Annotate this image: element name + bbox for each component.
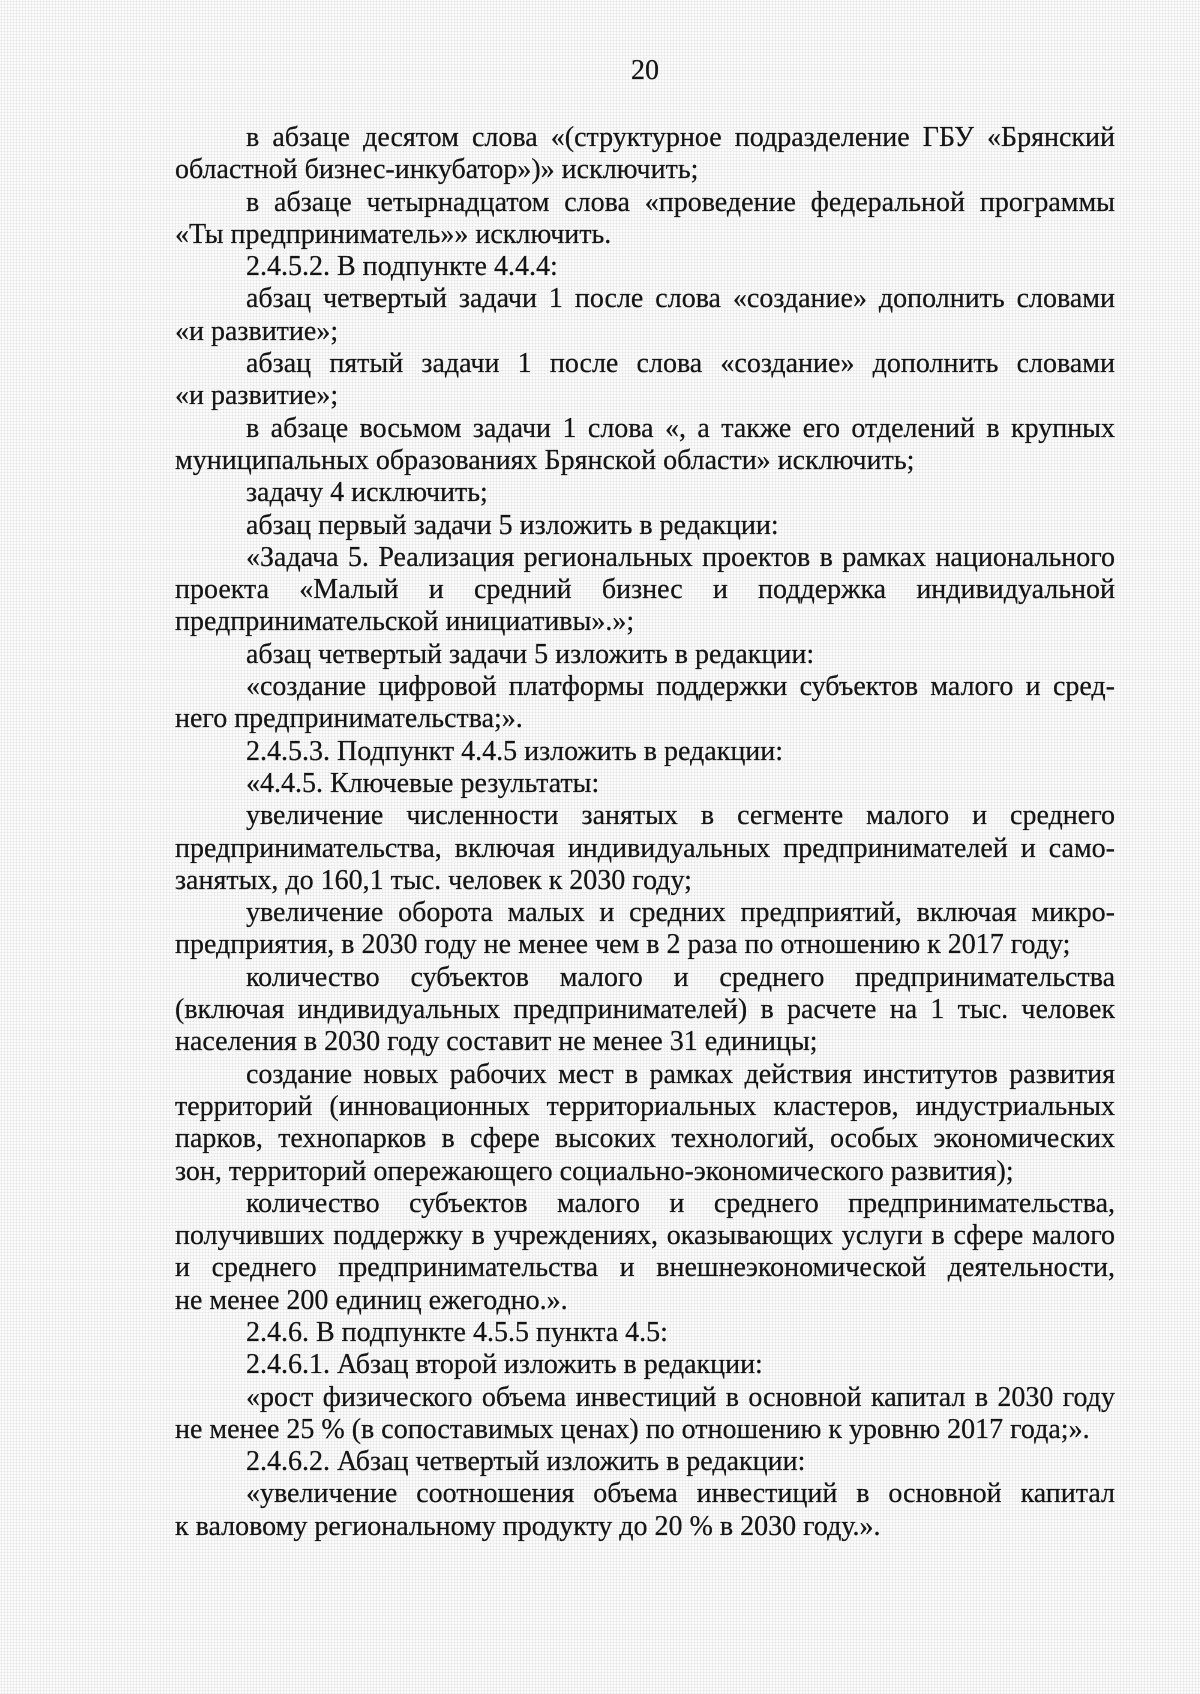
paragraph xyxy=(175,768,1115,800)
text-line: увеличение численности занятых в сегменте малого и среднего xyxy=(246,800,1115,832)
paragraph xyxy=(175,510,1115,542)
text-line: не менее 25 % (в сопоставимых ценах) по отношению к уровню 2017 года;». xyxy=(175,1413,1090,1445)
text-line: него предпринимательства;». xyxy=(175,703,523,735)
text-line: проекта «Малый и средний бизнес и поддержка индивидуальной xyxy=(175,574,1115,606)
text-line: 2.4.6. В подпункте 4.5.5 пункта 4.5: xyxy=(246,1316,668,1348)
paragraph xyxy=(175,251,1115,283)
text-line: предпринимательской инициативы».»; xyxy=(175,606,635,638)
text-line: занятых, до 160,1 тыс. человек к 2030 году; xyxy=(175,864,692,896)
paragraph xyxy=(175,736,1115,768)
text-line: 2.4.6.2. Абзац четвертый изложить в редакции: xyxy=(246,1446,806,1478)
paragraph xyxy=(175,283,1115,348)
text-line: «увеличение соотношения объема инвестиций в основной капитал xyxy=(246,1478,1115,1510)
paragraph xyxy=(175,1317,1115,1349)
paragraph xyxy=(175,671,1115,736)
text-line: задачу 4 исключить; xyxy=(246,477,488,509)
text-line: абзац четвертый задачи 5 изложить в редакции: xyxy=(246,638,815,670)
text-line: «Ты предприниматель»» исключить. xyxy=(175,218,612,250)
paragraph xyxy=(175,187,1115,252)
text-line: «создание цифровой платформы поддержки субъектов малого и сред- xyxy=(246,671,1115,703)
text-line: зон, территорий опережающего социально-экономического развития); xyxy=(175,1155,1014,1187)
text-line: (включая индивидуальных предпринимателей) в расчете на 1 тыс. человек xyxy=(175,994,1115,1026)
paragraph xyxy=(175,800,1115,897)
text-line: абзац первый задачи 5 изложить в редакции: xyxy=(246,509,779,541)
paragraph xyxy=(175,413,1115,478)
paragraph xyxy=(175,542,1115,639)
paragraph xyxy=(175,639,1115,671)
document-body xyxy=(175,122,1115,1543)
text-line: в абзаце четырнадцатом слова «проведение федеральной программы xyxy=(246,186,1115,218)
text-line: муниципальных образованиях Брянской области» исключить; xyxy=(175,444,915,476)
text-line: создание новых рабочих мест в рамках действия институтов развития xyxy=(246,1058,1115,1090)
text-line: предприятия, в 2030 году не менее чем в 2 раза по отношению к 2017 году; xyxy=(175,929,1071,961)
text-line: «и развитие»; xyxy=(175,380,339,412)
text-line: парков, технопарков в сфере высоких технологий, особых экономических xyxy=(175,1123,1115,1155)
text-line: абзац четвертый задачи 1 после слова «создание» дополнить словами xyxy=(246,283,1115,315)
paragraph xyxy=(175,1446,1115,1478)
paragraph xyxy=(175,962,1115,1059)
paragraph xyxy=(175,1349,1115,1381)
text-line: количество субъектов малого и среднего предпринимательства, xyxy=(246,1187,1115,1219)
text-line: в абзаце восьмом задачи 1 слова «, а также его отделений в крупных xyxy=(246,412,1115,444)
text-line: и среднего предпринимательства и внешнеэкономической деятельности, xyxy=(175,1252,1115,1284)
text-line: 2.4.5.3. Подпункт 4.4.5 изложить в редакции: xyxy=(246,735,784,767)
text-line: 2.4.6.1. Абзац второй изложить в редакции: xyxy=(246,1349,763,1381)
text-line: предпринимательства, включая индивидуальных предпринимателей и само- xyxy=(175,832,1115,864)
text-line: увеличение оборота малых и средних предприятий, включая микро- xyxy=(246,897,1115,929)
text-line: населения в 2030 году составит не менее 31 единицы; xyxy=(175,1026,818,1058)
page-number: 20 xyxy=(631,55,659,86)
text-line: 2.4.5.2. В подпункте 4.4.4: xyxy=(246,251,558,283)
paragraph xyxy=(175,477,1115,509)
text-line: получивших поддержку в учреждениях, оказывающих услуги в сфере малого xyxy=(175,1220,1115,1252)
paragraph xyxy=(175,1478,1115,1543)
text-line: в абзаце десятом слова «(структурное подразделение ГБУ «Брянский xyxy=(246,122,1115,153)
text-line: «и развитие»; xyxy=(175,315,339,347)
paragraph xyxy=(175,348,1115,413)
paragraph xyxy=(175,1059,1115,1188)
paragraph xyxy=(175,897,1115,962)
text-line: «рост физического объема инвестиций в основной капитал в 2030 году xyxy=(246,1381,1115,1413)
paragraph xyxy=(175,1382,1115,1447)
text-line: «Задача 5. Реализация региональных проектов в рамках национального xyxy=(246,541,1115,573)
text-line: «4.4.5. Ключевые результаты: xyxy=(246,767,600,799)
text-line: абзац пятый задачи 1 после слова «создание» дополнить словами xyxy=(246,348,1115,380)
text-line: территорий (инновационных территориальных кластеров, индустриальных xyxy=(175,1090,1115,1122)
text-line: к валовому региональному продукту до 20 % в 2030 году.». xyxy=(175,1510,881,1542)
text-line: не менее 200 единиц ежегодно.». xyxy=(175,1284,568,1316)
paragraph xyxy=(175,1188,1115,1317)
paragraph xyxy=(175,122,1115,187)
text-line: областной бизнес-инкубатор»)» исключить; xyxy=(175,154,699,186)
text-line: количество субъектов малого и среднего предпринимательства xyxy=(246,961,1115,993)
